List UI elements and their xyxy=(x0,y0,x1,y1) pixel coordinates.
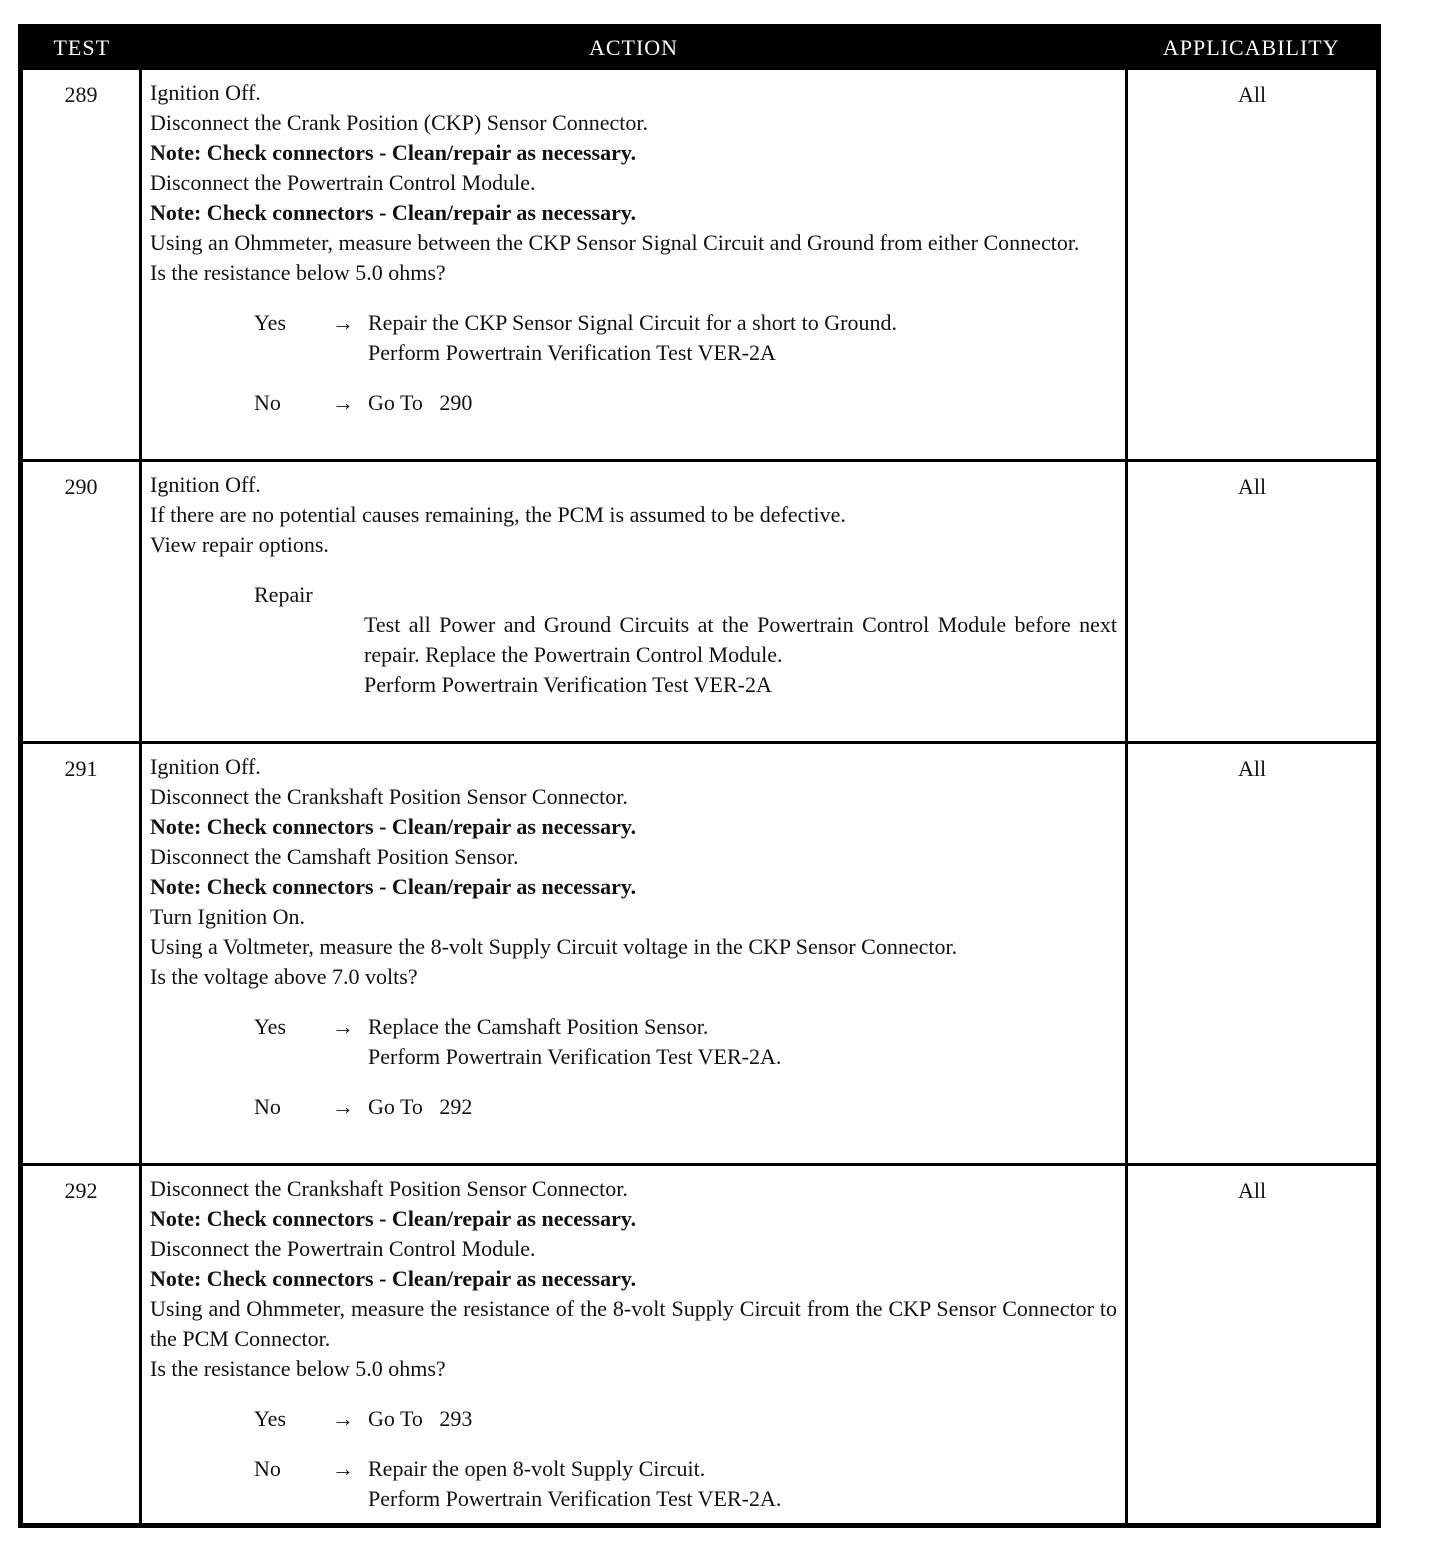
yes-branch xyxy=(254,1012,1117,1072)
applicability-cell: All xyxy=(1127,1165,1379,1526)
yes-label: Yes xyxy=(254,310,287,335)
action-cell xyxy=(141,1165,1127,1526)
action-line: Disconnect the Crankshaft Position Sensor Connector. xyxy=(150,1176,628,1201)
repair-line: Test all Power and Ground Circuits at the Powertrain Control Module before next repair. Replace the Powertrain Control Module. xyxy=(364,612,1117,667)
action-line: Disconnect the Crankshaft Position Sensor Connector. xyxy=(150,784,628,809)
applicability-cell: All xyxy=(1127,69,1379,461)
diagnostic-test-table xyxy=(18,24,1381,1528)
action-line: Disconnect the Camshaft Position Sensor. xyxy=(150,844,519,869)
note-line: Note: Check connectors - Clean/repair as necessary. xyxy=(150,814,637,839)
arrow-icon: → xyxy=(332,1014,354,1039)
no-result: Go To 292 xyxy=(368,1094,473,1119)
no-branch xyxy=(254,1454,1117,1514)
yes-result: Go To 293 xyxy=(368,1406,473,1431)
no-branch xyxy=(254,388,1117,418)
action-line: View repair options. xyxy=(150,532,329,557)
table-row-290 xyxy=(21,461,1379,743)
action-line: Ignition Off. xyxy=(150,472,261,497)
question-line: Is the resistance below 5.0 ohms? xyxy=(150,1356,446,1381)
action-line: Using an Ohmmeter, measure between the CKP Sensor Signal Circuit and Ground from either Connector. xyxy=(150,230,1080,255)
note-line: Note: Check connectors - Clean/repair as necessary. xyxy=(150,140,637,165)
test-number: 292 xyxy=(21,1165,141,1526)
repair-body xyxy=(364,610,1117,700)
arrow-icon: → xyxy=(332,390,354,415)
action-cell xyxy=(141,743,1127,1165)
table-row-291 xyxy=(21,743,1379,1165)
yes-branch xyxy=(254,1404,1117,1434)
action-line: Disconnect the Powertrain Control Module. xyxy=(150,170,536,195)
header-action: ACTION xyxy=(141,27,1127,69)
arrow-icon: → xyxy=(332,1456,354,1481)
applicability-cell: All xyxy=(1127,461,1379,743)
question-line: Is the voltage above 7.0 volts? xyxy=(150,964,418,989)
result-line: Replace the Camshaft Position Sensor. xyxy=(368,1014,709,1039)
result-line: Perform Powertrain Verification Test VER-2A. xyxy=(368,1044,782,1069)
note-line: Note: Check connectors - Clean/repair as necessary. xyxy=(150,1206,637,1231)
yes-result xyxy=(368,308,1117,368)
action-line: Disconnect the Crank Position (CKP) Sensor Connector. xyxy=(150,110,649,135)
header-applicability: APPLICABILITY xyxy=(1127,27,1379,69)
question-line: Is the resistance below 5.0 ohms? xyxy=(150,260,446,285)
table-row-289 xyxy=(21,69,1379,461)
no-branch xyxy=(254,1092,1117,1122)
action-line: Using a Voltmeter, measure the 8-volt Supply Circuit voltage in the CKP Sensor Connector. xyxy=(150,934,958,959)
action-cell xyxy=(141,69,1127,461)
arrow-icon: → xyxy=(332,310,354,335)
test-number: 290 xyxy=(21,461,141,743)
action-line: Using and Ohmmeter, measure the resistance of the 8-volt Supply Circuit from the CKP Sensor Connector to the PCM Connector. xyxy=(150,1296,1117,1351)
action-line: Disconnect the Powertrain Control Module. xyxy=(150,1236,536,1261)
repair-label: Repair xyxy=(254,582,313,607)
action-line: Turn Ignition On. xyxy=(150,904,306,929)
result-line: Perform Powertrain Verification Test VER-2A xyxy=(368,340,776,365)
no-result xyxy=(368,1454,1117,1514)
table-row-292 xyxy=(21,1165,1379,1526)
result-line: Perform Powertrain Verification Test VER-2A. xyxy=(368,1486,782,1511)
action-line: Ignition Off. xyxy=(150,754,261,779)
yes-label: Yes xyxy=(254,1406,287,1431)
note-line: Note: Check connectors - Clean/repair as necessary. xyxy=(150,1266,637,1291)
yes-result xyxy=(368,1012,1117,1072)
table-header-row xyxy=(21,27,1379,69)
note-line: Note: Check connectors - Clean/repair as necessary. xyxy=(150,874,637,899)
test-number: 289 xyxy=(21,69,141,461)
action-cell xyxy=(141,461,1127,743)
applicability-cell: All xyxy=(1127,743,1379,1165)
repair-line: Perform Powertrain Verification Test VER-2A xyxy=(364,672,772,697)
result-line: Repair the open 8-volt Supply Circuit. xyxy=(368,1456,706,1481)
arrow-icon: → xyxy=(332,1406,354,1431)
header-test: TEST xyxy=(21,27,141,69)
no-result: Go To 290 xyxy=(368,390,473,415)
note-line: Note: Check connectors - Clean/repair as necessary. xyxy=(150,200,637,225)
arrow-icon: → xyxy=(332,1094,354,1119)
action-line: If there are no potential causes remaining, the PCM is assumed to be defective. xyxy=(150,502,846,527)
test-number: 291 xyxy=(21,743,141,1165)
no-label: No xyxy=(254,390,281,415)
no-label: No xyxy=(254,1456,281,1481)
yes-branch xyxy=(254,308,1117,368)
yes-label: Yes xyxy=(254,1014,287,1039)
result-line: Repair the CKP Sensor Signal Circuit for a short to Ground. xyxy=(368,310,897,335)
no-label: No xyxy=(254,1094,281,1119)
action-line: Ignition Off. xyxy=(150,80,261,105)
